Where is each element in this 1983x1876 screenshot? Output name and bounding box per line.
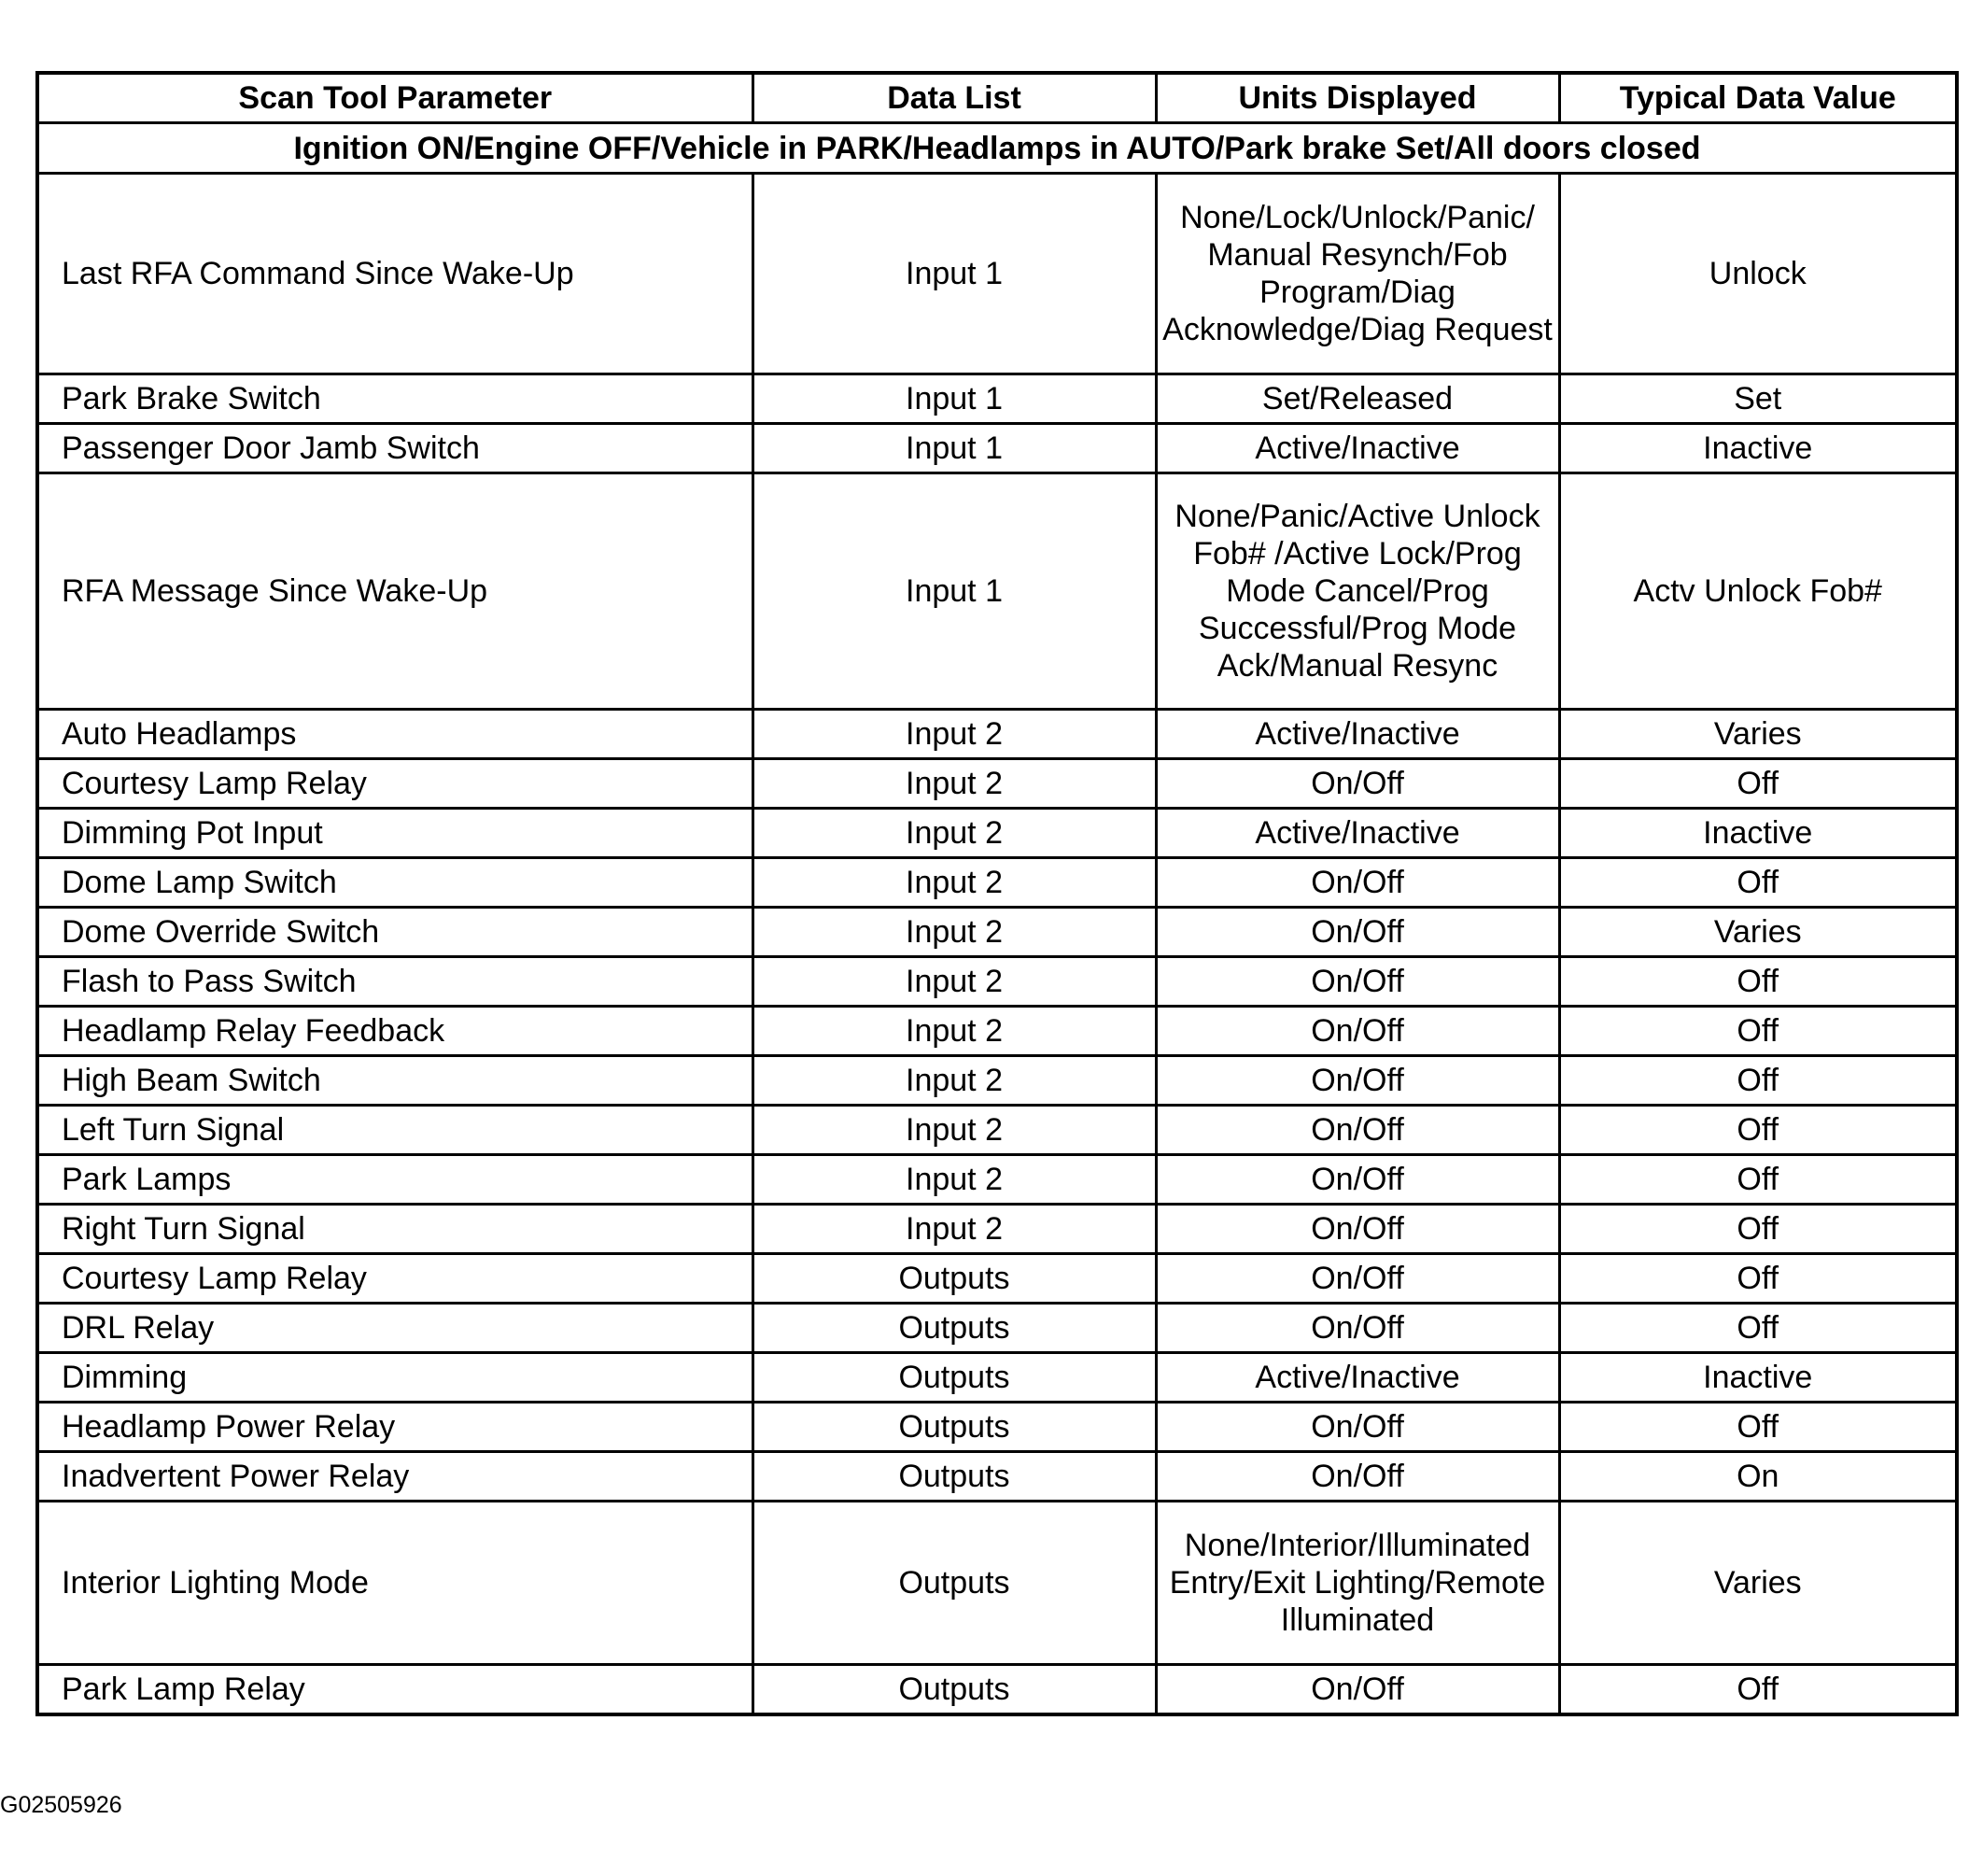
units-cell bbox=[1156, 473, 1559, 710]
parameter-cell: Park Lamp Relay bbox=[37, 1665, 752, 1715]
table-row bbox=[37, 1007, 1957, 1056]
table-row bbox=[37, 858, 1957, 908]
parameter-cell: Auto Headlamps bbox=[37, 710, 752, 759]
header-units-displayed: Units Displayed bbox=[1156, 73, 1559, 123]
parameter-cell: Left Turn Signal bbox=[37, 1106, 752, 1155]
units-cell: On/Off bbox=[1156, 759, 1559, 809]
table-row bbox=[37, 1106, 1957, 1155]
units-cell: On/Off bbox=[1156, 858, 1559, 908]
header-row bbox=[37, 73, 1957, 123]
parameter-cell: Right Turn Signal bbox=[37, 1205, 752, 1254]
parameter-cell: Courtesy Lamp Relay bbox=[37, 759, 752, 809]
table-row bbox=[37, 424, 1957, 473]
test-condition-row bbox=[37, 123, 1957, 174]
typical-value-cell: Actv Unlock Fob# bbox=[1559, 473, 1957, 710]
table-row bbox=[37, 1254, 1957, 1304]
typical-value-cell: Off bbox=[1559, 1155, 1957, 1205]
units-cell: On/Off bbox=[1156, 957, 1559, 1007]
data-list-cell: Input 2 bbox=[752, 858, 1156, 908]
table-row bbox=[37, 1205, 1957, 1254]
units-cell: On/Off bbox=[1156, 1403, 1559, 1452]
table-row bbox=[37, 1403, 1957, 1452]
parameter-cell: Park Brake Switch bbox=[37, 374, 752, 424]
typical-value-cell: Off bbox=[1559, 1254, 1957, 1304]
typical-value-cell: Inactive bbox=[1559, 1353, 1957, 1403]
units-cell: On/Off bbox=[1156, 908, 1559, 957]
table-row bbox=[37, 908, 1957, 957]
table-row bbox=[37, 1665, 1957, 1715]
units-cell: On/Off bbox=[1156, 1205, 1559, 1254]
data-list-cell: Input 2 bbox=[752, 1205, 1156, 1254]
table-row bbox=[37, 809, 1957, 858]
parameter-cell: Interior Lighting Mode bbox=[37, 1502, 752, 1665]
units-cell bbox=[1156, 174, 1559, 374]
parameter-cell: RFA Message Since Wake-Up bbox=[37, 473, 752, 710]
data-list-cell: Input 2 bbox=[752, 710, 1156, 759]
data-list-cell: Outputs bbox=[752, 1353, 1156, 1403]
units-cell: On/Off bbox=[1156, 1304, 1559, 1353]
typical-value-cell: Off bbox=[1559, 957, 1957, 1007]
data-list-cell: Input 2 bbox=[752, 1155, 1156, 1205]
units-cell: Active/Inactive bbox=[1156, 1353, 1559, 1403]
typical-value-cell: Unlock bbox=[1559, 174, 1957, 374]
parameter-cell: Inadvertent Power Relay bbox=[37, 1452, 752, 1502]
data-list-cell: Input 2 bbox=[752, 809, 1156, 858]
typical-value-cell: Varies bbox=[1559, 710, 1957, 759]
data-list-cell: Input 1 bbox=[752, 374, 1156, 424]
typical-value-cell: Off bbox=[1559, 1403, 1957, 1452]
units-cell: Active/Inactive bbox=[1156, 710, 1559, 759]
data-list-cell: Input 1 bbox=[752, 473, 1156, 710]
parameter-cell: Passenger Door Jamb Switch bbox=[37, 424, 752, 473]
header-data-list: Data List bbox=[752, 73, 1156, 123]
units-cell: Active/Inactive bbox=[1156, 809, 1559, 858]
units-cell: On/Off bbox=[1156, 1056, 1559, 1106]
typical-value-cell: Off bbox=[1559, 1106, 1957, 1155]
table-row bbox=[37, 1155, 1957, 1205]
units-text: None/Panic/Active Unlock Fob# /Active Lock/Prog Mode Cancel/Prog Successful/Prog Mode Ack/Manual Resync bbox=[1174, 499, 1540, 684]
data-list-cell: Outputs bbox=[752, 1304, 1156, 1353]
table-row bbox=[37, 473, 1957, 710]
data-list-cell: Input 1 bbox=[752, 424, 1156, 473]
units-text: None/Lock/Unlock/Panic/ Manual Resynch/Fob Program/Diag Acknowledge/Diag Request bbox=[1162, 200, 1553, 347]
parameter-cell: Last RFA Command Since Wake-Up bbox=[37, 174, 752, 374]
data-list-cell: Outputs bbox=[752, 1452, 1156, 1502]
data-list-cell: Input 2 bbox=[752, 1056, 1156, 1106]
parameter-cell: Dome Lamp Switch bbox=[37, 858, 752, 908]
units-cell: On/Off bbox=[1156, 1254, 1559, 1304]
data-list-cell: Outputs bbox=[752, 1665, 1156, 1715]
test-condition: Ignition ON/Engine OFF/Vehicle in PARK/Headlamps in AUTO/Park brake Set/All doors closed bbox=[37, 123, 1957, 174]
units-cell: Active/Inactive bbox=[1156, 424, 1559, 473]
data-list-cell: Input 1 bbox=[752, 174, 1156, 374]
table-row bbox=[37, 1056, 1957, 1106]
typical-value-cell: Off bbox=[1559, 1304, 1957, 1353]
figure-id: G02505926 bbox=[0, 1792, 122, 1818]
data-list-cell: Input 2 bbox=[752, 1106, 1156, 1155]
table-row bbox=[37, 710, 1957, 759]
parameter-cell: Dome Override Switch bbox=[37, 908, 752, 957]
header-typical-data-value: Typical Data Value bbox=[1559, 73, 1957, 123]
typical-value-cell: Off bbox=[1559, 1007, 1957, 1056]
units-text: None/Interior/Illuminated Entry/Exit Lighting/Remote Illuminated bbox=[1169, 1528, 1546, 1638]
parameter-cell: Headlamp Relay Feedback bbox=[37, 1007, 752, 1056]
data-list-cell: Outputs bbox=[752, 1403, 1156, 1452]
units-cell: On/Off bbox=[1156, 1665, 1559, 1715]
units-cell: On/Off bbox=[1156, 1007, 1559, 1056]
header-scan-tool-parameter: Scan Tool Parameter bbox=[37, 73, 752, 123]
table-row bbox=[37, 374, 1957, 424]
parameter-cell: Headlamp Power Relay bbox=[37, 1403, 752, 1452]
typical-value-cell: Off bbox=[1559, 1205, 1957, 1254]
parameter-cell: Park Lamps bbox=[37, 1155, 752, 1205]
units-cell: On/Off bbox=[1156, 1106, 1559, 1155]
typical-value-cell: Off bbox=[1559, 1665, 1957, 1715]
typical-value-cell: Varies bbox=[1559, 1502, 1957, 1665]
units-cell: On/Off bbox=[1156, 1155, 1559, 1205]
parameter-cell: Dimming Pot Input bbox=[37, 809, 752, 858]
data-list-cell: Input 2 bbox=[752, 759, 1156, 809]
typical-value-cell: Off bbox=[1559, 1056, 1957, 1106]
parameter-cell: DRL Relay bbox=[37, 1304, 752, 1353]
table-row bbox=[37, 1502, 1957, 1665]
typical-value-cell: Off bbox=[1559, 759, 1957, 809]
parameter-cell: Flash to Pass Switch bbox=[37, 957, 752, 1007]
table-row bbox=[37, 1304, 1957, 1353]
scan-tool-data-sheet bbox=[35, 71, 1955, 1716]
scan-tool-data-table bbox=[35, 71, 1959, 1716]
table-row bbox=[37, 1452, 1957, 1502]
typical-value-cell: Inactive bbox=[1559, 809, 1957, 858]
typical-value-cell: Inactive bbox=[1559, 424, 1957, 473]
units-cell: Set/Released bbox=[1156, 374, 1559, 424]
parameter-cell: Dimming bbox=[37, 1353, 752, 1403]
table-row bbox=[37, 1353, 1957, 1403]
units-cell bbox=[1156, 1502, 1559, 1665]
typical-value-cell: Set bbox=[1559, 374, 1957, 424]
typical-value-cell: Off bbox=[1559, 858, 1957, 908]
typical-value-cell: On bbox=[1559, 1452, 1957, 1502]
data-list-cell: Outputs bbox=[752, 1502, 1156, 1665]
data-list-cell: Outputs bbox=[752, 1254, 1156, 1304]
typical-value-cell: Varies bbox=[1559, 908, 1957, 957]
parameter-cell: Courtesy Lamp Relay bbox=[37, 1254, 752, 1304]
table-row bbox=[37, 957, 1957, 1007]
data-list-cell: Input 2 bbox=[752, 957, 1156, 1007]
table-row bbox=[37, 174, 1957, 374]
table-row bbox=[37, 759, 1957, 809]
data-list-cell: Input 2 bbox=[752, 908, 1156, 957]
parameter-cell: High Beam Switch bbox=[37, 1056, 752, 1106]
units-cell: On/Off bbox=[1156, 1452, 1559, 1502]
data-list-cell: Input 2 bbox=[752, 1007, 1156, 1056]
